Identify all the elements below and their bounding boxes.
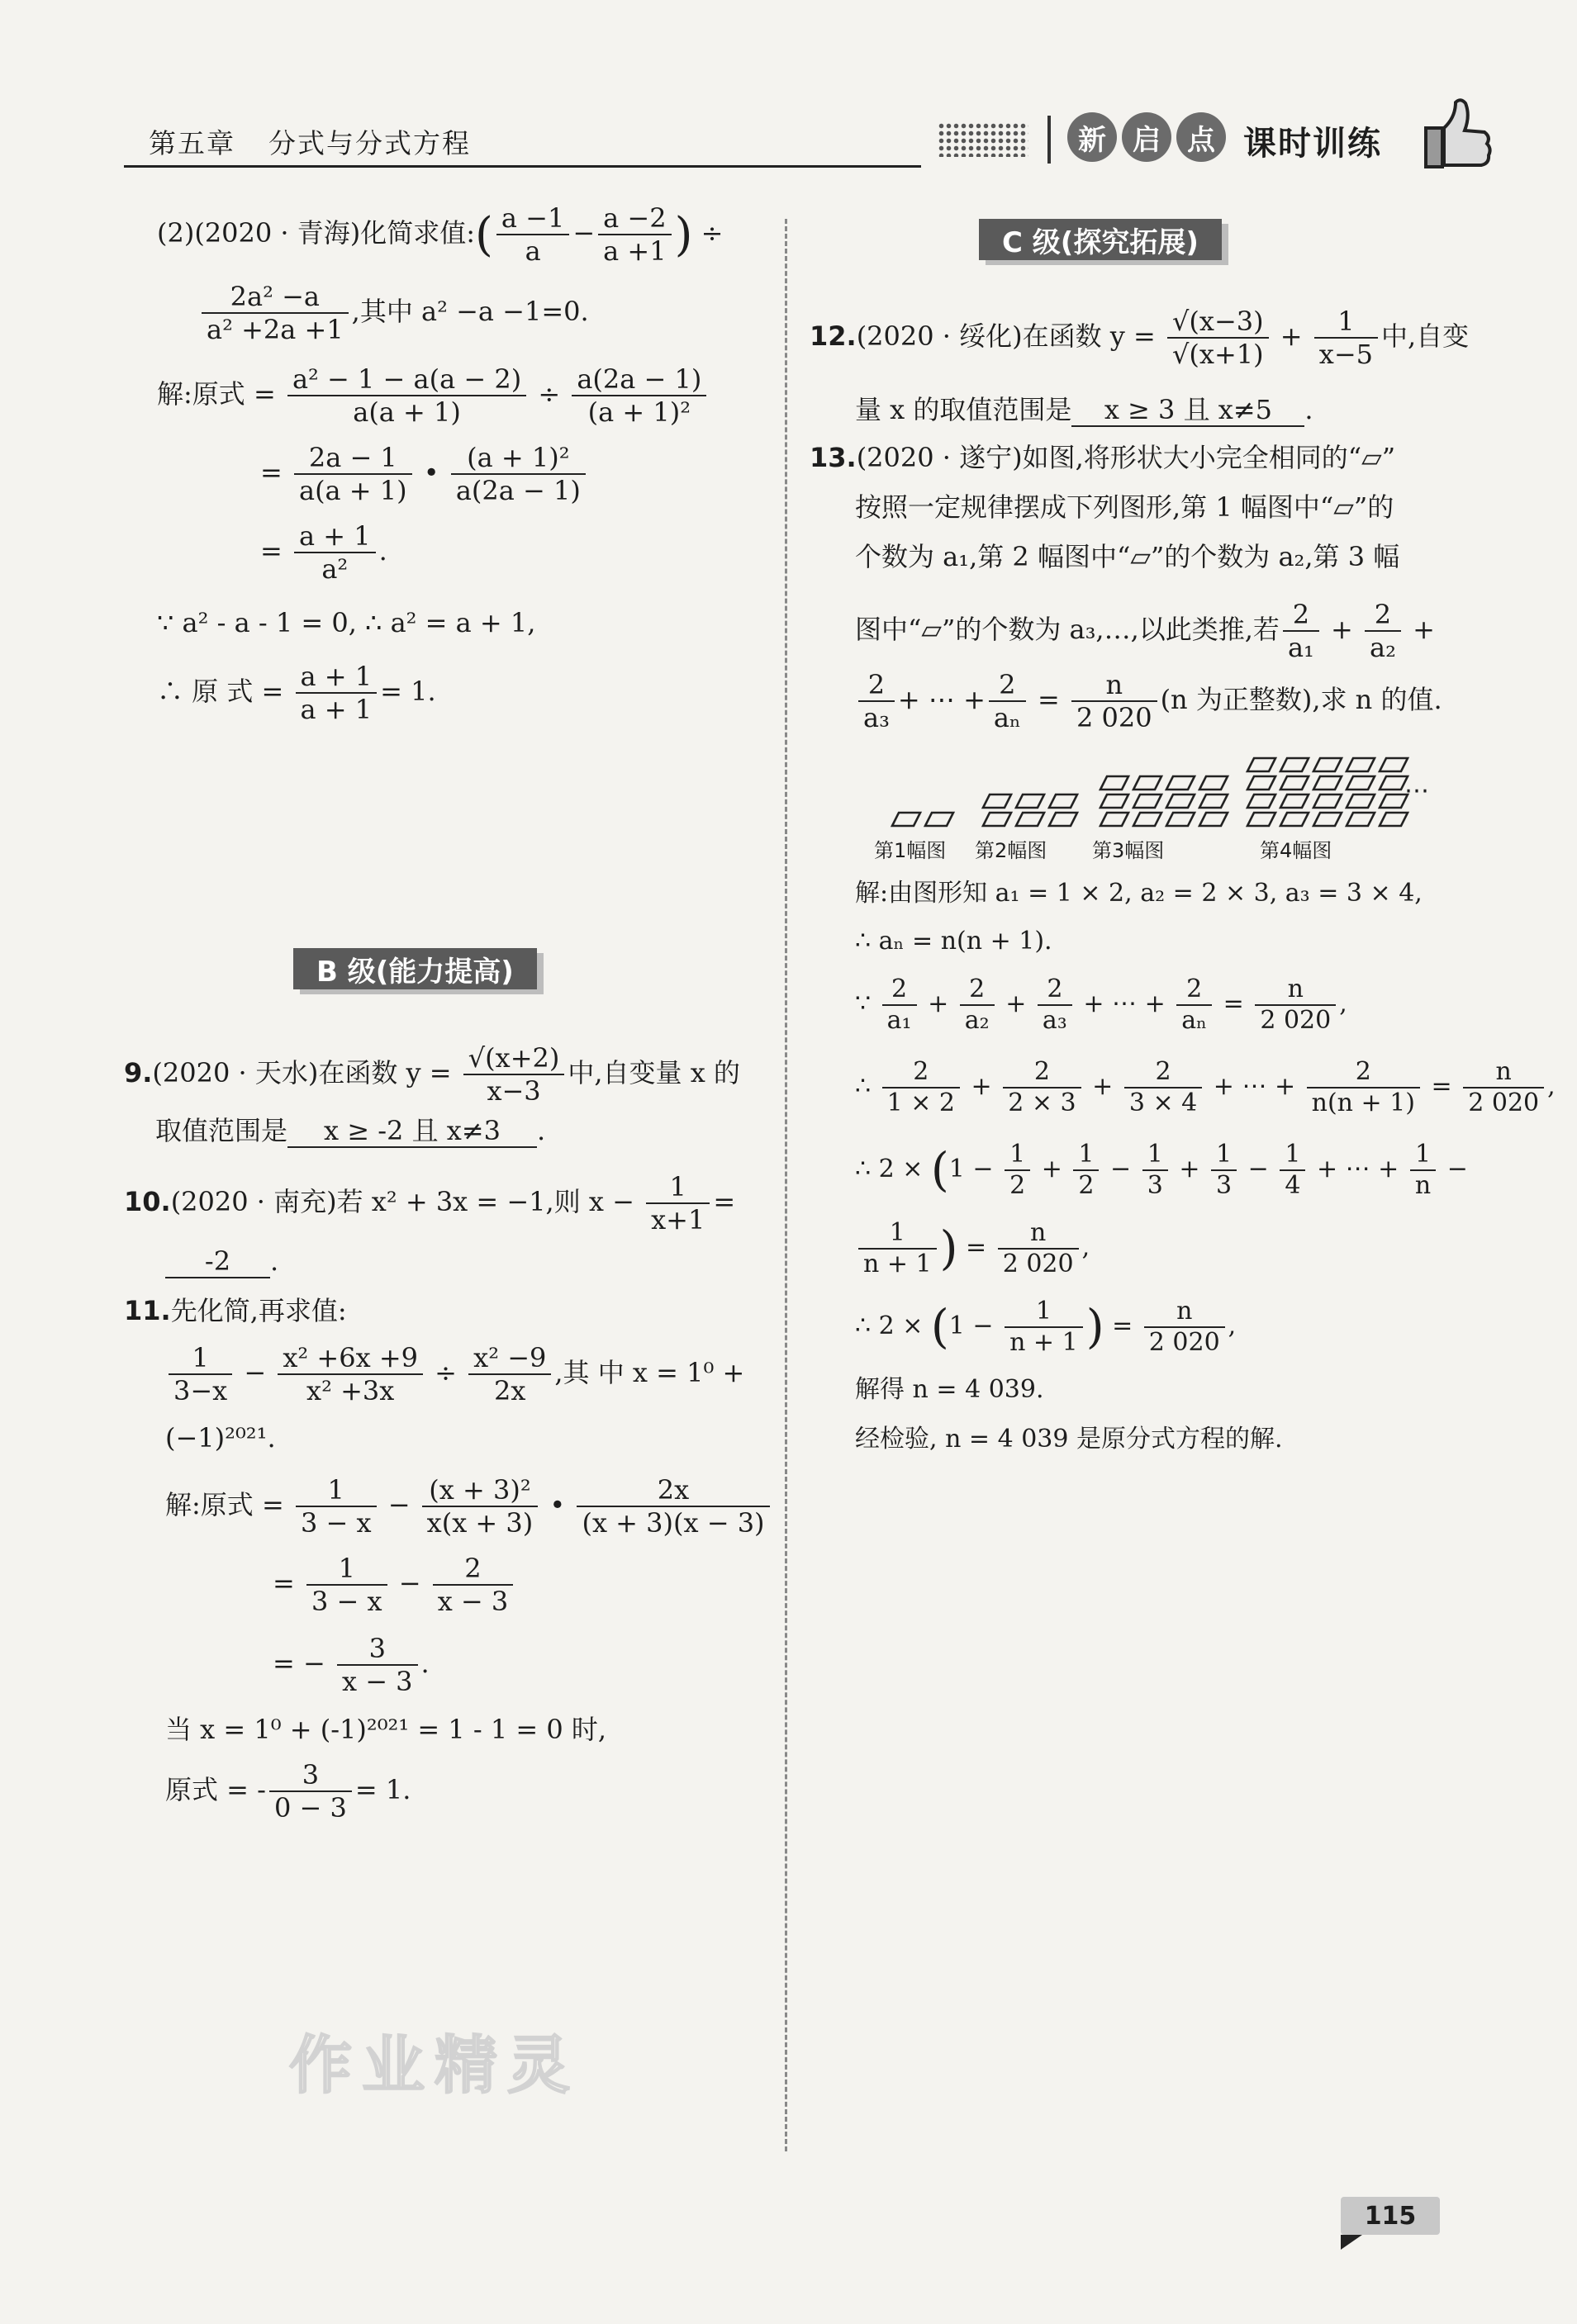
p8-2-solution-step-1: 解:原式 = $\frac{\text{a² − 1 − a(a − 2)}}{a(a + 1)}$ ÷ $\frac{a(2a - 1)}{\text{(a + 1)²}}$: [157, 363, 710, 429]
q13-solution-step-2: ∴ aₙ = n(n + 1).: [855, 927, 1052, 956]
chapter-header: [149, 122, 471, 161]
q11-solution-step-3: = − $\frac{3}{x - 3}$ .: [273, 1633, 430, 1698]
q9-line-2: 取值范围是 x ≥ -2 且 x≠3 .: [155, 1115, 545, 1148]
q13-solution-step-1: 解:由图形知 a₁ = 1 × 2, a₂ = 2 × 3, a₃ = 3 × 4,: [855, 879, 1423, 908]
q13-solution-step-9: 经检验, n = 4 039 是原分式方程的解.: [855, 1425, 1283, 1454]
figure-2-label: 第2幅图: [975, 839, 1047, 862]
brand-badge-2: 启: [1122, 112, 1171, 162]
q9-line-1: 9.(2020 · 天水)在函数 y = $\frac{√(x+2)}{x-3}$ 中,自变量 x 的: [124, 1042, 740, 1107]
q13-line-1: 13.(2020 · 遂宁)如图,将形状大小完全相同的“▱”: [810, 442, 1396, 473]
figure-1-label: 第1幅图: [874, 839, 947, 862]
figure-2: [983, 794, 1077, 826]
series-title: 课时训练: [1243, 125, 1382, 163]
brand-badge-3: 点: [1176, 112, 1226, 162]
page-number-tab-icon: [1341, 2235, 1362, 2250]
q11-solution-step-1: 解:原式 = $\frac{1}{3 - x}$ − $\frac{\text{(x + 3)²}}{x(x + 3)}$ • $\frac{2x}{(x + 3)(x - 3)}$: [165, 1474, 773, 1539]
q10-answer: -2: [165, 1245, 270, 1278]
brand-badge-1: 新: [1067, 112, 1117, 162]
q9-answer: x ≥ -2 且 x≠3: [287, 1115, 537, 1148]
q11-condition: (−1)²⁰²¹.: [165, 1422, 276, 1454]
q13-parallelogram-figure: [884, 743, 1446, 834]
page-number: 115: [1341, 2197, 1440, 2235]
level-b-banner: B 级(能力提高): [293, 948, 537, 989]
q13-solution-step-3: ∵ $\frac{2}{\text{a₁}}$ + $\frac{2}{\text{a₂}}$ + $\frac{2}{\text{a₃}}$ + ⋯ + $\frac{2}{\text{aₙ}}$ = $\frac{n}{2 020}$ ,: [855, 975, 1347, 1035]
p8-2-solution-step-3: = $\frac{a + 1}{\text{a²}}$ .: [260, 520, 387, 586]
p8-2-solution-step-4: ∵ a² - a - 1 = 0, ∴ a² = a + 1,: [157, 607, 536, 638]
q11-solution-step-4: 当 x = 1⁰ + (-1)²⁰²¹ = 1 - 1 = 0 时,: [165, 1714, 607, 1745]
p8-2-solution-step-5: ∴ 原 式 = $\frac{a + 1}{a + 1}$ = 1.: [157, 661, 436, 726]
p8-2-solution-step-2: = $\frac{2a - 1}{a(a + 1)}$ • $\frac{\text{(a + 1)²}}{a(2a - 1)}$: [260, 442, 589, 507]
q13-line-4: 图中“▱”的个数为 a₃,…,以此类推,若 $\frac{2}{\text{a₁}}$ + $\frac{2}{\text{a₂}}$ +: [855, 599, 1435, 664]
q11-line-1: 11.先化简,再求值:: [124, 1295, 347, 1326]
q13-solution-step-7: ∴ 2 × (1 − $\frac{1}{n + 1}$ ) = $\frac{n}{2 020}$ ,: [855, 1297, 1237, 1357]
watermark: 作业精灵: [289, 2028, 580, 2102]
q13-line-5: $\frac{2}{\text{a₃}}$ + ⋯ + $\frac{2}{\text{aₙ}}$ = $\frac{n}{2 020}$ (n 为正整数),求 n 的值.: [855, 669, 1442, 734]
figure-1: [892, 813, 953, 826]
level-c-banner: C 级(探究拓展): [979, 219, 1222, 260]
brand-badges: [1067, 112, 1226, 162]
chapter-number: 第五章: [149, 127, 235, 159]
p8-2-cond-text: ,其中 a² −a −1=0.: [351, 295, 589, 327]
q12-line-1: 12.(2020 · 绥化)在函数 y = $\frac{√(x-3)}{√(x+1)}$ + $\frac{1}{x-5}$ 中,自变: [810, 306, 1470, 371]
q11-solution-step-2: = $\frac{1}{3 - x}$ − $\frac{2}{x - 3}$: [273, 1553, 516, 1618]
q12-line-2: 量 x 的取值范围是 x ≥ 3 且 x≠5 .: [855, 394, 1313, 427]
header-rule: [124, 165, 921, 168]
q11-solution-step-5: 原式 = - $\frac{3}{0 - 3}$ = 1.: [165, 1759, 411, 1824]
header-dots-decoration: [938, 122, 1028, 157]
figure-4-label: 第4幅图: [1260, 839, 1332, 862]
p8-2-problem: (2)(2020 · 青海)化简求值:( $\frac{a -1}{a}$ − $\frac{a -2}{a +1}$ ) ÷: [157, 202, 724, 268]
figure-3: [1100, 776, 1228, 826]
q10-line-1: 10.(2020 · 南充)若 x² + 3x = −1,则 x − $\frac{1}{x+1}$ =: [124, 1171, 736, 1236]
q13-solution-step-5: ∴ 2 × (1 − $\frac{1}{2}$ + $\frac{1}{2}$ − $\frac{1}{3}$ + $\frac{1}{3}$ − $\frac{1}{4}$ + ⋯ + $\frac{1}{n}$ −: [855, 1140, 1468, 1200]
p8-2-condition: $\frac{\text{2a² −a}}{\text{a² +2a +1}}$ ,其中 a² −a −1=0.: [198, 281, 589, 346]
q10-line-2: -2 .: [165, 1245, 278, 1278]
q12-answer: x ≥ 3 且 x≠5: [1071, 394, 1304, 427]
thumbs-up-icon: [1419, 91, 1494, 173]
column-divider: [785, 219, 787, 2151]
q13-line-3: 个数为 a₁,第 2 幅图中“▱”的个数为 a₂,第 3 幅: [855, 541, 1400, 572]
chapter-title: 分式与分式方程: [268, 127, 471, 159]
header-separator: [1047, 116, 1051, 164]
figure-4: [1247, 758, 1408, 826]
figure-3-label: 第3幅图: [1092, 839, 1165, 862]
figure-ellipsis: ⋯: [1404, 776, 1429, 805]
q11-expression: $\frac{1}{3-x}$ − $\frac{\text{x² +6x +9}}{\text{x² +3x}}$ ÷ $\frac{\text{x² −9}}{2x}$ ,其 中 x = 1⁰ +: [165, 1342, 744, 1407]
q13-solution-step-8: 解得 n = 4 039.: [855, 1375, 1044, 1404]
q13-line-2: 按照一定规律摆成下列图形,第 1 幅图中“▱”的: [855, 491, 1394, 523]
q13-solution-step-4: ∴ $\frac{2}{1 \times 2}$ + $\frac{2}{2 \times 3}$ + $\frac{2}{3 \times 4}$ + ⋯ + $\frac{2}{n(n + 1)}$ = $\frac{n}{2 020}$ ,: [855, 1057, 1556, 1117]
p8-2-intro: (2)(2020 · 青海)化简求值:: [157, 216, 476, 249]
q13-solution-step-6: $\frac{1}{n + 1}$ ) = $\frac{n}{2 020}$ ,: [855, 1218, 1090, 1279]
